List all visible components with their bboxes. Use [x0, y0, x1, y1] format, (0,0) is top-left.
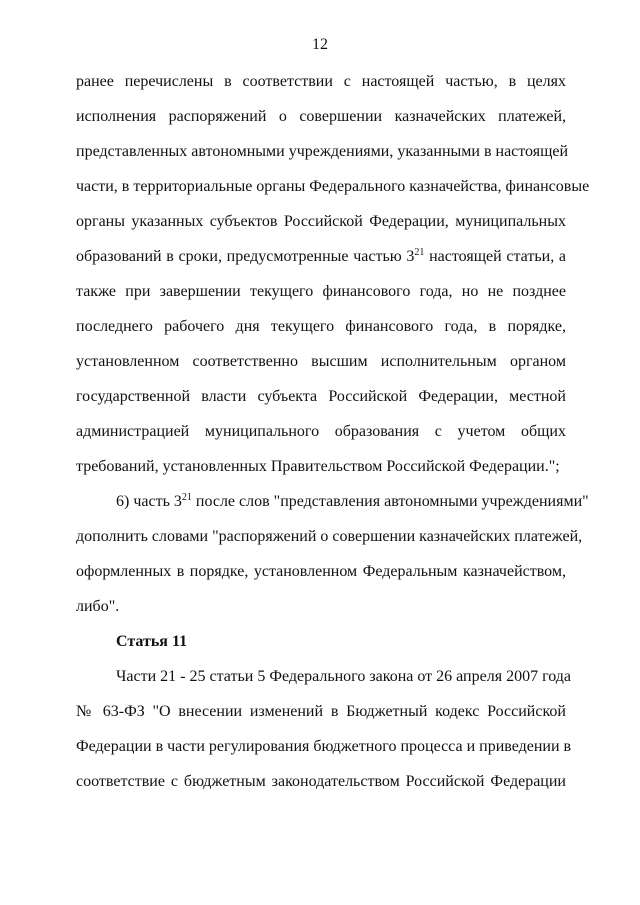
text-line: также при завершении текущего финансового года, но не позднее [76, 283, 566, 300]
text-line: либо". [76, 598, 120, 615]
text-line: последнего рабочего дня текущего финансового года, в порядке, [76, 318, 566, 335]
text-line: № 63-ФЗ "О внесении изменений в Бюджетный кодекс Российской [76, 703, 566, 720]
text-line: ранее перечислены в соответствии с настоящей частью, в целях [76, 73, 566, 90]
text-line: соответствие с бюджетным законодательством Российской Федерации [76, 773, 566, 790]
text-line: исполнения распоряжений о совершении казначейских платежей, [76, 108, 566, 125]
text-line: требований, установленных Правительством Российской Федерации."; [76, 458, 560, 475]
text-line: администрацией муниципального образования с учетом общих [76, 423, 566, 440]
text-segment: настоящей статьи, а [424, 248, 567, 265]
text-line: оформленных в порядке, установленном Федеральным казначейством, [76, 563, 566, 580]
superscript: 21 [181, 492, 192, 503]
text-line: органы указанных субъектов Российской Федерации, муниципальных [76, 213, 566, 230]
text-segment: образований в сроки, предусмотренные частью 3 [76, 248, 415, 265]
text-line: установленном соответственно высшим исполнительным органом [76, 353, 566, 370]
text-segment: после слов "представления автономными учреждениями" [191, 493, 589, 510]
text-line: представленных автономными учреждениями, указанными в настоящей [76, 143, 569, 160]
article-heading: Статья 11 [116, 633, 188, 650]
text-line [116, 492, 589, 512]
text-line: части, в территориальные органы Федерального казначейства, финансовые [76, 178, 590, 195]
text-line: Части 21 - 25 статьи 5 Федерального закона от 26 апреля 2007 года [116, 668, 572, 685]
text-line: дополнить словами "распоряжений о совершении казначейских платежей, [76, 528, 583, 545]
text-line: государственной власти субъекта Российской Федерации, местной [76, 388, 566, 405]
superscript: 21 [414, 247, 425, 258]
text-segment: 6) часть 3 [116, 493, 182, 510]
page-number: 12 [312, 36, 328, 53]
text-line: Федерации в части регулирования бюджетного процесса и приведении в [76, 738, 572, 755]
text-line [76, 247, 566, 267]
